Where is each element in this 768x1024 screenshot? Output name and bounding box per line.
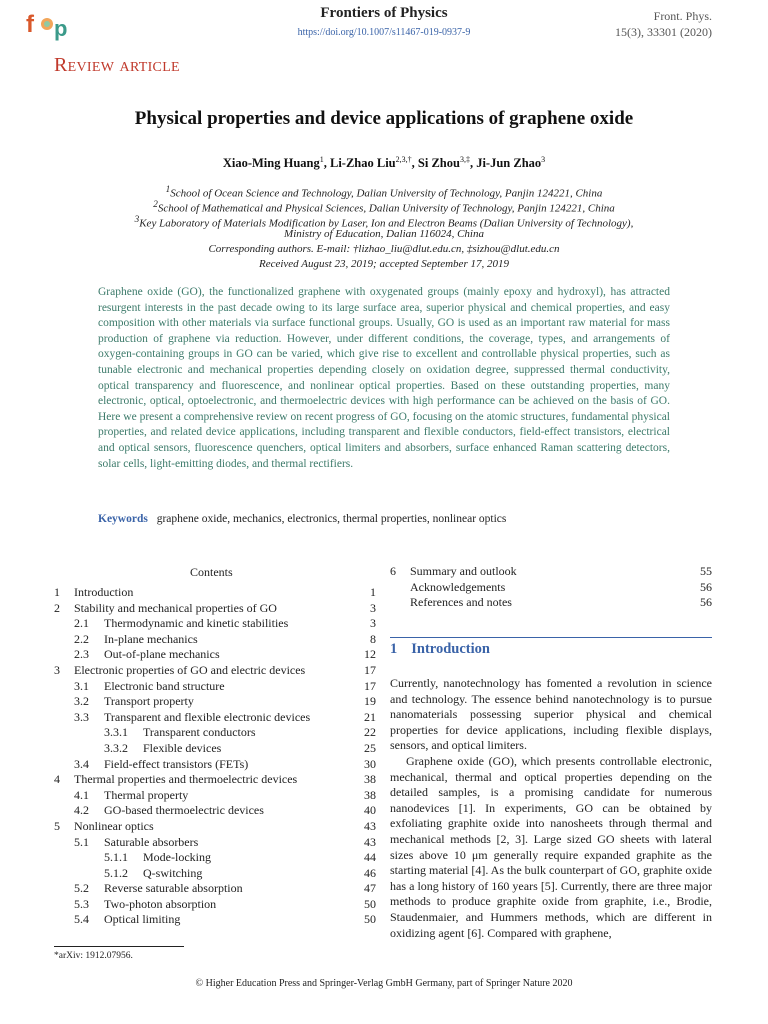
toc-entry[interactable] [390, 580, 712, 596]
toc-entry-number: 3.1 [74, 678, 89, 693]
toc-entry-label: Optical limiting [104, 912, 181, 927]
toc-entry[interactable] [54, 725, 376, 741]
toc-entry[interactable] [54, 835, 376, 851]
toc-entry-number: 5.1 [74, 834, 89, 849]
received-dates: Received August 23, 2019; accepted September 17, 2019 [259, 258, 509, 270]
toc-entry-label: GO-based thermoelectric devices [104, 803, 264, 818]
toc-entry-number: 5.4 [74, 912, 89, 927]
paper-title: Physical properties and device applications of graphene oxide [134, 108, 634, 129]
toc-entry-page: 43 [364, 834, 376, 849]
toc-entry-page: 40 [364, 803, 376, 818]
toc-entry-label: Nonlinear optics [74, 818, 154, 833]
toc-entry-number: 5.1.1 [104, 850, 128, 865]
toc-entry[interactable] [54, 912, 376, 928]
affiliation-text: Ministry of Education, Dalian 116024, China [284, 228, 484, 240]
toc-entry-label: Introduction [74, 585, 134, 599]
affiliation-text: School of Ocean Science and Technology, Dalian University of Technology, Panjin 124221, China [170, 187, 603, 200]
table-of-contents-continued [390, 564, 712, 611]
toc-entry-page: 50 [364, 896, 376, 911]
author-name: Xiao-Ming Huang [222, 156, 320, 171]
toc-entry-page: 21 [364, 709, 376, 724]
toc-entry-label: Out-of-plane mechanics [104, 647, 220, 662]
toc-entry-label: Thermal properties and thermoelectric devices [74, 772, 298, 787]
toc-entry-number: 4.1 [74, 787, 89, 802]
corresponding-authors: Corresponding authors. E-mail: †lizhao_liu@dlut.edu.cn, ‡sizhou@dlut.edu.cn [208, 243, 560, 255]
affiliation-sup: 3 [134, 214, 140, 224]
toc-entry-number: 3.2 [74, 694, 89, 709]
toc-entry-number: 3.4 [74, 756, 89, 771]
toc-entry[interactable] [54, 601, 376, 617]
toc-entry-number: 2.1 [74, 616, 89, 631]
toc-entry-page: 30 [364, 756, 376, 771]
toc-entry[interactable] [54, 741, 376, 757]
toc-entry-page: 38 [364, 787, 376, 802]
toc-entry[interactable] [54, 757, 376, 773]
doi-link[interactable]: https://doi.org/10.1007/s11467-019-0937-9 [297, 27, 471, 38]
toc-entry-page: 46 [364, 865, 376, 880]
toc-entry-page: 17 [364, 678, 376, 693]
toc-entry[interactable] [54, 663, 376, 679]
toc-title: Contents [190, 565, 233, 579]
toc-entry-page: 17 [364, 662, 376, 677]
toc-entry-page: 56 [700, 579, 712, 594]
toc-entry-label: Reverse saturable absorption [104, 881, 243, 896]
toc-entry-label: Transport property [104, 694, 194, 709]
toc-entry-page: 55 [700, 564, 712, 578]
toc-entry-page: 12 [364, 647, 376, 662]
toc-entry-label: Electronic band structure [104, 678, 225, 693]
toc-entry-page: 47 [364, 881, 376, 896]
toc-entry[interactable] [54, 710, 376, 726]
abstract: Graphene oxide (GO), the functionalized graphene with oxygenated groups (mainly epoxy and hydroxyl), has attracted resurgent interests in the past decade owing to its large surface area, superior physical and chemical properties, and easy composition with other materials via surface functional groups. Usually, GO is used as an important raw material for mass production of graphene via reduction. However, under different conditions, the coverage, types, and arrangements of oxygen-containing groups in GO can be varied, which give rise to excellent and controllable physical properties, such as tunable electronic and mechanical properties depending closely on oxidation degree, suppressed thermal conductivity, optical transparency and fluorescence, and nonlinear optical properties. Based on these outstanding properties, many electronic, optical, optoelectronic, and thermoelectric devices with high performance can be achieved on the basis of GO. Here we present a comprehensive review on recent progress of GO, focusing on the atomic structures, fundamental physical properties, and related device applications, including transparent and flexible conductors, field-effect transistors, electrical and optical sensors, fluorescence quenchers, optical limiters and absorbers, surface enhanced Raman scattering detectors, solar cells, light-emitting diodes, and thermal rectifiers. [98, 286, 670, 470]
toc-entry-number: 5.3 [74, 896, 89, 911]
article-type: Review article [54, 54, 180, 76]
toc-entry[interactable] [54, 679, 376, 695]
paragraph: Currently, nanotechnology has fomented a revolution in science and technology. The essence behind nanotechnology is to pursue nanomaterials possessing superior physical and chemical properties for device applications, including flexible displays, sensors, and optical limiters. [390, 676, 712, 753]
toc-entry-label: Mode-locking [143, 850, 211, 865]
footnote: *arXiv: 1912.07956. [54, 951, 133, 961]
citation [615, 8, 712, 40]
toc-entry-page: 8 [370, 631, 376, 646]
paragraph: Graphene oxide (GO), which presents controllable electronic, mechanical, thermal and optical properties depending on the detailed samples, is a promising candidate for numerous nanodevices [1]. In experiments, GO can be obtained by exfoliating graphite oxide into nanosheets through thermal and mechanical methods [2, 3]. Large sized GO sheets with lateral sizes above 10 μm generally require expanded graphite as the starting material [4]. As the bulk counterpart of GO, graphite oxide has a long history of 160 years [5]. Currently, there are three major methods to produce graphite oxide from graphite, i.e., Brodie, Staudenmaier, and Hummers methods, which are different in oxidizing agent [6]. Compared with graphene, [390, 753, 712, 940]
author-affiliation-mark: 2,3,† [395, 155, 412, 164]
toc-entry[interactable] [54, 803, 376, 819]
toc-entry-number: 5 [54, 818, 60, 833]
toc-entry[interactable] [54, 819, 376, 835]
toc-entry[interactable] [54, 897, 376, 913]
toc-entry-page: 50 [364, 912, 376, 927]
table-of-contents [54, 585, 376, 928]
author-list: Xiao-Ming Huang$^1$, Li-Zhao Liu$^{2,3,\dagger}$, Si Zhou$^{3,\ddagger}$, Ji-Jun Zhao$^3$ [222, 155, 546, 171]
toc-entry[interactable] [390, 564, 712, 580]
toc-entry-page: 56 [700, 595, 712, 610]
toc-entry-label: Saturable absorbers [104, 834, 199, 849]
keywords-list: graphene oxide, mechanics, electronics, thermal properties, nonlinear optics [156, 513, 507, 525]
svg-text:p: p [54, 16, 68, 41]
keywords [98, 513, 506, 525]
citation-volume: 15(3), 33301 (2020) [615, 25, 712, 39]
journal-title: Frontiers of Physics [320, 5, 448, 21]
toc-entry[interactable] [54, 850, 376, 866]
toc-entry[interactable] [54, 866, 376, 882]
toc-entry-label: Acknowledgements [410, 579, 506, 594]
toc-entry-label: Summary and outlook [410, 564, 517, 578]
section-title: Introduction [411, 641, 490, 657]
affiliation-sup: 2 [153, 199, 158, 209]
toc-entry-label: References and notes [410, 595, 512, 610]
toc-entry-label: Two-photon absorption [104, 896, 217, 911]
affiliation-text: Key Laboratory of Materials Modification by Laser, Ion and Electron Beams (Dalian University of Technology), [139, 217, 634, 230]
toc-entry-number: 5.2 [74, 881, 89, 896]
toc-entry-label: Transparent and flexible electronic devices [104, 709, 311, 724]
toc-entry-page: 43 [364, 818, 376, 833]
toc-entry-page: 25 [364, 740, 376, 755]
toc-entry-label: In-plane mechanics [104, 631, 198, 646]
affiliation-text: School of Mathematical and Physical Sciences, Dalian University of Technology, Panjin 124221, China [157, 202, 615, 215]
toc-entry[interactable] [54, 632, 376, 648]
toc-entry-label: Flexible devices [143, 740, 222, 755]
author-name: Ji-Jun Zhao [476, 156, 542, 171]
section-number: 1 [390, 641, 398, 657]
toc-entry-number: 4.2 [74, 803, 89, 818]
author-affiliation-mark: 1 [319, 155, 324, 164]
toc-entry-page: 38 [364, 772, 376, 787]
toc-entry-page: 22 [364, 725, 376, 740]
toc-entry-label: Field-effect transistors (FETs) [104, 756, 249, 771]
toc-entry[interactable] [54, 616, 376, 632]
toc-entry[interactable] [390, 595, 712, 611]
toc-entry-label: Transparent conductors [143, 725, 256, 740]
section-heading [390, 641, 490, 658]
toc-entry-label: Stability and mechanical properties of GO [74, 600, 277, 615]
section-divider [390, 637, 712, 638]
toc-entry-number: 1 [54, 585, 60, 599]
toc-entry-number: 3.3.1 [104, 725, 128, 740]
toc-entry-page: 44 [364, 850, 376, 865]
toc-entry-number: 4 [54, 772, 60, 787]
author-name: Si Zhou [417, 156, 460, 171]
keywords-label: Keywords [98, 513, 148, 525]
toc-entry-number: 3.3 [74, 709, 89, 724]
toc-entry-number: 3 [54, 662, 60, 677]
toc-entry[interactable] [54, 694, 376, 710]
toc-entry-number: 6 [390, 564, 396, 578]
toc-entry-number: 3.3.2 [104, 740, 128, 755]
toc-entry-number: 2.2 [74, 631, 89, 646]
toc-entry[interactable] [54, 788, 376, 804]
introduction-body [390, 676, 712, 941]
footnote-divider [54, 946, 184, 947]
toc-entry[interactable] [54, 585, 376, 601]
toc-entry-page: 3 [370, 600, 376, 615]
copyright-notice: © Higher Education Press and Springer-Verlag GmbH Germany, part of Springer Nature 2020 [195, 978, 573, 989]
author-affiliation-mark: 3 [541, 155, 546, 164]
toc-entry[interactable] [54, 772, 376, 788]
toc-entry-page: 19 [364, 694, 376, 709]
toc-entry-page: 3 [370, 616, 376, 631]
author-affiliation-mark: 3,‡ [459, 155, 470, 164]
toc-entry[interactable] [54, 881, 376, 897]
toc-entry-label: Thermodynamic and kinetic stabilities [104, 616, 289, 631]
toc-entry-number: 2.3 [74, 647, 89, 662]
toc-entry[interactable] [54, 647, 376, 663]
toc-entry-number: 5.1.2 [104, 865, 128, 880]
toc-entry-number: 2 [54, 600, 60, 615]
svg-text:f: f [26, 11, 34, 38]
affiliation-sup: 1 [165, 184, 171, 194]
toc-entry-label: Electronic properties of GO and electric devices [74, 662, 306, 677]
toc-entry-label: Q-switching [143, 865, 203, 880]
author-name: Li-Zhao Liu [329, 156, 396, 171]
toc-entry-label: Thermal property [104, 787, 189, 802]
citation-journal: Front. Phys. [653, 9, 712, 23]
affiliation-3-cont [0, 227, 768, 242]
toc-entry-page: 1 [370, 585, 376, 599]
